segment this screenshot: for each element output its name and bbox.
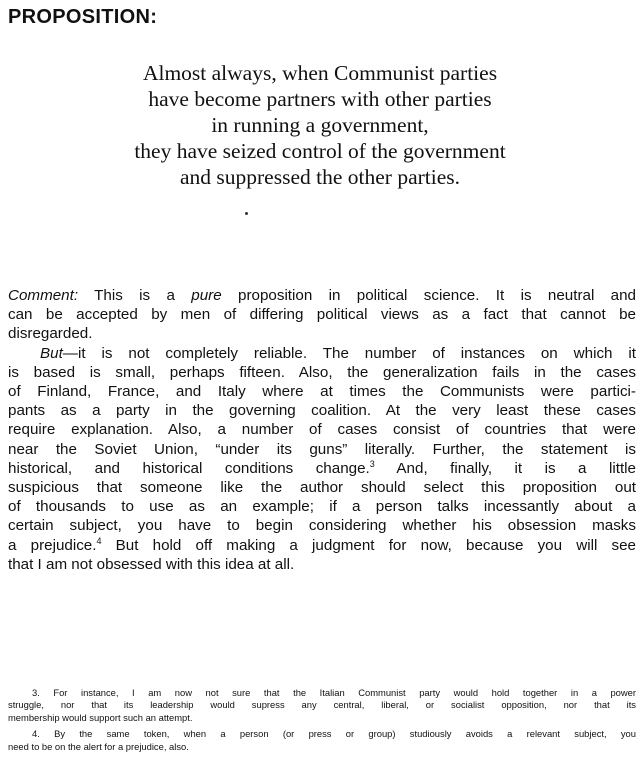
footnote-line: 3. For instance, I am now not sure that the Italian Communist party would hold together in a power	[32, 687, 636, 698]
footnotes	[8, 687, 636, 753]
stray-dot	[245, 212, 248, 215]
comment-line: pants as a party in the governing coalition. At the very least these cases	[8, 402, 636, 420]
footnote-ref-4: 4	[96, 535, 102, 546]
comment-line: require explanation. Also, a number of cases consist of countries that were	[8, 421, 636, 439]
comment-line: can be accepted by men of differing political views as a fact that cannot be	[8, 306, 636, 324]
proposition-line: and suppressed the other parties.	[179, 165, 460, 189]
comment-line: suspicious that someone like the author should select this proposition out	[8, 479, 636, 497]
comment-line: is based is small, perhaps fifteen. Also, the generalization fails in the cases	[8, 363, 636, 381]
footnote-line: 4. By the same token, when a person (or press or group) studiously avoids a relevant subject, you	[32, 728, 636, 740]
proposition-line: Almost always, when Communist parties	[142, 61, 498, 85]
comment-line: of Finland, France, and Italy where at times the Communists were partici-	[8, 383, 636, 401]
comment-line: of thousands to use as an example; if a person talks incessantly about a	[8, 498, 636, 516]
footnote-3	[8, 687, 636, 724]
proposition-line: have become partners with other parties	[148, 87, 492, 111]
comment-line: certain subject, you have to begin considering whether his obsession masks	[8, 517, 636, 535]
heading: PROPOSITION:	[8, 6, 158, 28]
footnote-line: membership would support such an attempt.	[8, 711, 193, 723]
but-emphasis: But	[40, 344, 63, 362]
comment-line: But—it is not completely reliable. The number of instances on which it	[40, 344, 636, 362]
footnote-line: need to be on the alert for a prejudice, also.	[8, 740, 189, 752]
comment-line: Comment: This is a pure proposition in political science. It is neutral and	[8, 287, 636, 304]
comment-line: disregarded.	[8, 325, 93, 343]
footnote-line: struggle, nor that its leadership would supress any central, liberal, or socialist opposition, nor that its	[8, 699, 636, 711]
proposition-block	[0, 60, 640, 190]
comment-line: near the Soviet Union, “under its guns” literally. Further, the statement is	[8, 440, 636, 458]
proposition-line: in running a government,	[211, 113, 429, 137]
comment-label: Comment:	[8, 287, 79, 304]
comment-line: historical, and historical conditions change.$^3$ And, finally, it is a little	[8, 458, 636, 477]
comment-line: that I am not obsessed with this idea at all.	[8, 555, 295, 573]
comment-line: a prejudice.$^4$ But hold off making a judgment for now, because you will see	[8, 535, 636, 554]
footnote-4	[8, 728, 636, 753]
comment-body	[8, 286, 636, 574]
pure-emphasis: pure	[191, 287, 222, 304]
footnote-ref-3: 3	[369, 458, 375, 469]
proposition-line: they have seized control of the government	[134, 139, 506, 163]
